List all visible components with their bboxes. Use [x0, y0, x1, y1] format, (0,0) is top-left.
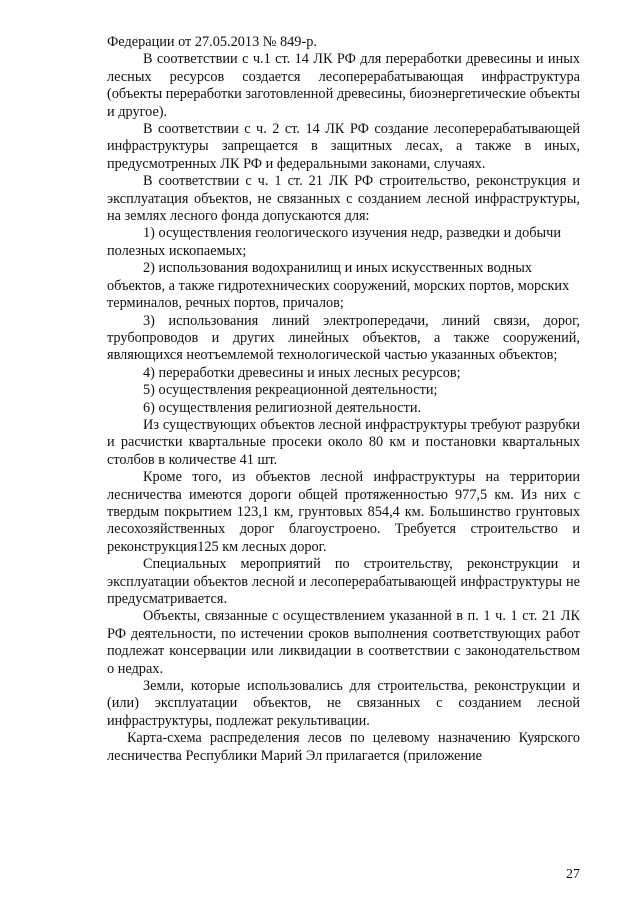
paragraph-9: Земли, которые использовались для строительства, реконструкции и (или) эксплуатации объектов, не связанных с созданием лесной инфраструктуры, подлежат рекультивации. — [107, 678, 580, 729]
paragraph-7: Специальных мероприятий по строительству, реконструкции и эксплуатации объектов лесной и лесоперерабатывающей инфраструктуры не предусматривается. — [107, 556, 580, 607]
paragraph-8: Объекты, связанные с осуществлением указанной в п. 1 ч. 1 ст. 21 ЛК РФ деятельности, по истечении сроков выполнения соответствующих работ подлежат консервации или ликвидации в соответствии с законодательством о недрах. — [107, 608, 580, 677]
paragraph-1: Федерации от 27.05.2013 № 849-р. — [107, 34, 317, 50]
list-item-1: 1) осуществления геологического изучения недр, разведки и добычи полезных ископаемых; — [107, 225, 562, 259]
paragraph-5: Из существующих объектов лесной инфраструктуры требуют разрубки и расчистки квартальные просеки около 80 км и постановки квартальных столбов в количестве 41 шт. — [107, 416, 580, 468]
page-number: 27 — [566, 867, 580, 882]
body-text — [107, 34, 580, 765]
paragraph-2: В соответствии с ч.1 ст. 14 ЛК РФ для переработки древесины и иных лесных ресурсов создается лесоперерабатывающая инфраструктура (объекты переработки заготовленной древесины, биоэнергетические объекты и другое). — [107, 51, 580, 120]
paragraph-10: Карта-схема распределения лесов по целевому назначению Куярского лесничества Республики Марий Эл прилагается (приложение — [107, 730, 580, 764]
paragraph-6: Кроме того, из объектов лесной инфраструктуры на территории лесничества имеются дороги общей протяженностью 977,5 км. Из них с твердым покрытием 123,1 км, грунтовых 854,4 км. Большинство грунтовых лесохозяйственных дорог благоустроено. Требуется строительство и реконструкция125 км лесных дорог. — [107, 469, 580, 555]
list-item-3: 3) использования линий электропередачи, линий связи, дорог, трубопроводов и других линейных объектов, а также сооружений, являющихся неотъемлемой технологической частью указанных объектов; — [107, 312, 580, 364]
list-item-5: 5) осуществления рекреационной деятельности; — [143, 382, 438, 399]
paragraph-3: В соответствии с ч. 2 ст. 14 ЛК РФ создание лесоперерабатывающей инфраструктуры запрещается в защитных лесах, а также в иных, предусмотренных ЛК РФ и федеральными законами, случаях. — [107, 121, 580, 172]
list-item-2: 2) использования водохранилищ и иных искусственных водных объектов, а также гидротехнических сооружений, морских портов, морских терминалов, речных портов, причалов; — [107, 260, 570, 312]
paragraph-4: В соответствии с ч. 1 ст. 21 ЛК РФ строительство, реконструкция и эксплуатация объектов, не связанных с созданием лесной инфраструктуры, на землях лесного фонда допускаются для: — [107, 173, 580, 225]
list-item-6: 6) осуществления религиозной деятельности. — [143, 399, 422, 416]
list-item-4: 4) переработки древесины и иных лесных ресурсов; — [143, 364, 461, 381]
